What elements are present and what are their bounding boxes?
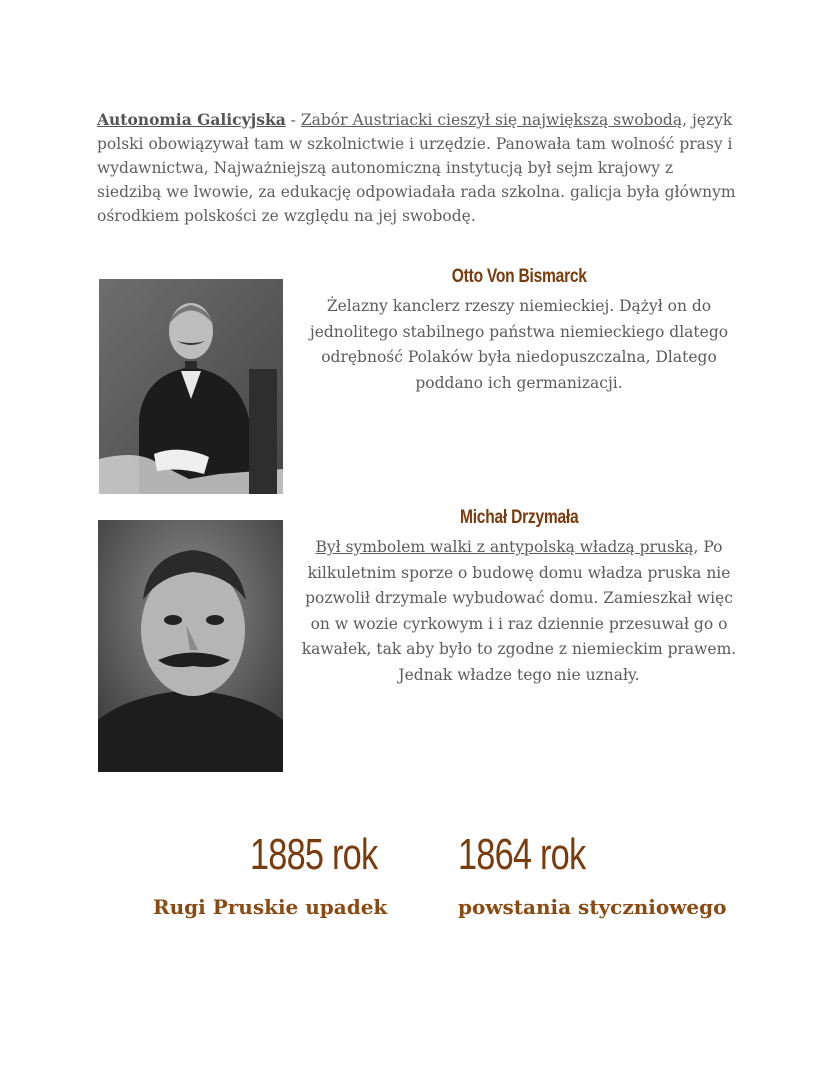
intro-dash: - bbox=[285, 111, 301, 129]
intro-paragraph bbox=[97, 108, 737, 228]
drzymala-link[interactable]: Był symbolem walki z antypolską władzą pruską bbox=[315, 538, 694, 556]
drzymala-portrait bbox=[98, 520, 283, 772]
intro-link[interactable]: Zabór Austriacki cieszył się największą swobodą bbox=[300, 111, 683, 129]
year-1885-label: Rugi Pruskie upadek bbox=[153, 895, 388, 919]
drzymala-name: Michał Drzymała bbox=[459, 507, 579, 528]
bismarck-description: Żelazny kanclerz rzeszy niemieckiej. Dążył on do jednolitego stabilnego państwa niemieckiego dlatego odrębność Polaków była niedopuszczalna, Dlatego poddano ich germanizacji. bbox=[309, 297, 729, 392]
intro-heading: Autonomia Galicyjska bbox=[97, 110, 286, 129]
bismarck-name: Otto Von Bismarck bbox=[451, 266, 587, 287]
drzymala-section bbox=[300, 507, 738, 688]
year-1885: 1885 rok bbox=[250, 830, 378, 879]
drzymala-text: , Po kilkuletnim sporze o budowę domu władza pruska nie pozwolił drzymale wybudować domu. Zamieszkał więc on w wozie cyrkowym i i raz dziennie przesuwał go o kawałek, tak aby było to zgodne z niemieckim prawem. Jednak władze tego nie uznały. bbox=[301, 538, 737, 684]
bismarck-portrait bbox=[99, 279, 283, 494]
intro-text: , język polski obowiązywał tam w szkolnictwie i urzędzie. Panowała tam wolność prasy i wydawnictwa, Najważniejszą autonomiczną instytucją był sejm krajowy z siedzibą we lwowie, za edukację odpowiadała rada szkolna. galicja była głównym ośrodkiem polskości ze względu na jej swobodę. bbox=[97, 111, 736, 225]
year-1864-label: powstania styczniowego bbox=[458, 895, 727, 919]
bismarck-section bbox=[300, 266, 738, 396]
year-1864: 1864 rok bbox=[458, 830, 586, 879]
drzymala-description bbox=[300, 535, 738, 688]
